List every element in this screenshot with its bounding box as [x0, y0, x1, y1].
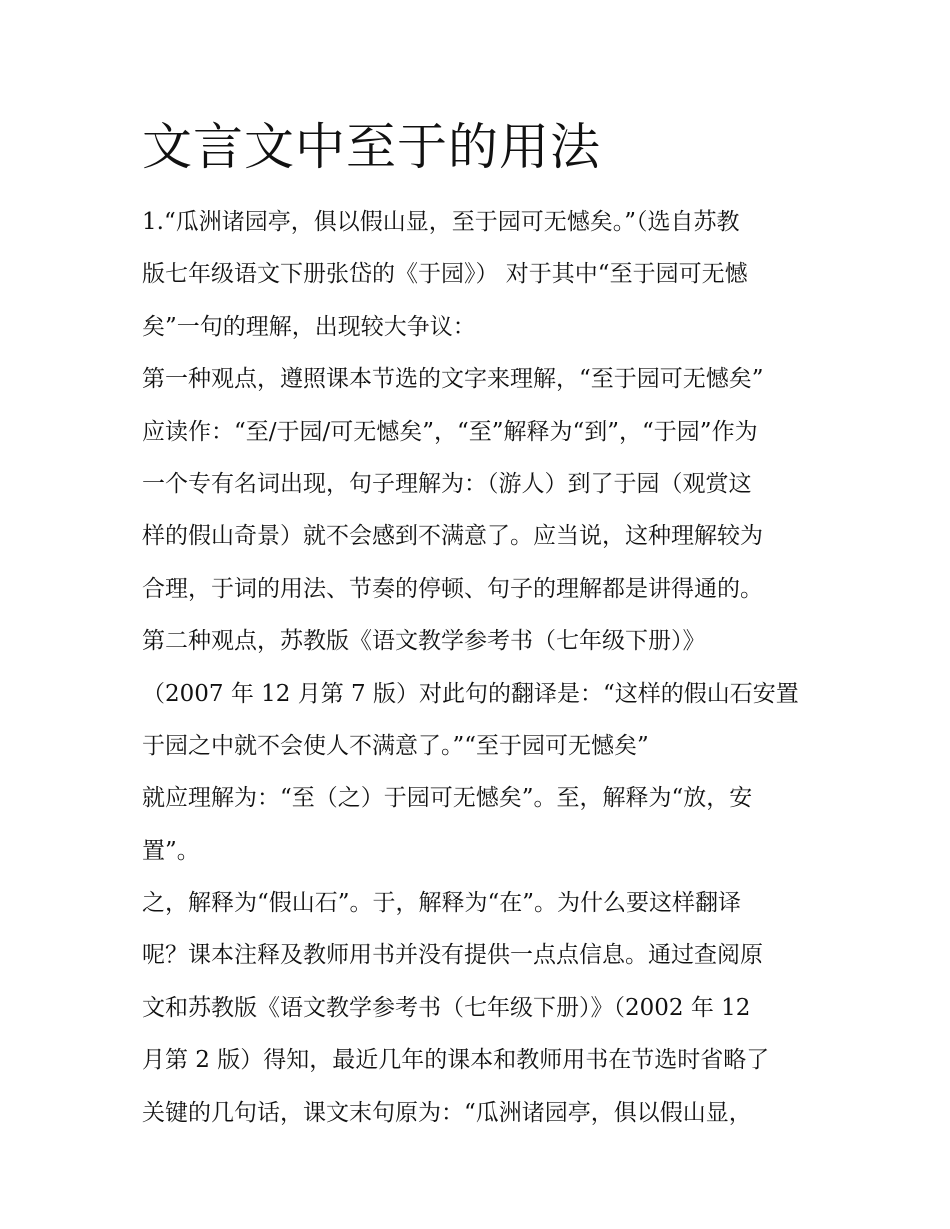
text-line: 版七年级语文下册张岱的《于园》） 对于其中“至于园可无憾 [142, 261, 748, 288]
text-line: 于园之中就不会使人不满意了。”“至于园可无憾矣” [142, 732, 649, 759]
text-line: 之，解释为“假山石”。于，解释为“在”。为什么要这样翻译 [142, 890, 742, 917]
text-line: 呢？课本注释及教师用书并没有提供一点点信息。通过查阅原 [142, 942, 763, 969]
page-title: 文言文中至于的用法 [142, 118, 601, 176]
document-body [142, 196, 822, 1139]
text-line: 合理，于词的用法、节奏的停顿、句子的理解都是讲得通的。 [142, 575, 763, 602]
text-line: 关键的几句话，课文末句原为：“瓜洲诸园亭，俱以假山显， [142, 1099, 752, 1126]
text-line: 样的假山奇景）就不会感到不满意了。应当说，这种理解较为 [142, 523, 763, 550]
text-line: 第二种观点，苏教版《语文教学参考书（七年级下册）》 [142, 628, 706, 655]
text-line: 一个专有名词出现，句子理解为：（游人）到了于园（观赏这 [142, 470, 752, 497]
text-line: 就应理解为：“至（之）于园可无憾矣”。至，解释为“放，安 [142, 785, 753, 812]
text-line: （2007 年 12 月第 7 版）对此句的翻译是：“这样的假山石安置 [142, 680, 799, 707]
text-line: 置”。 [142, 837, 200, 864]
text-line: 第一种观点，遵照课本节选的文字来理解，“至于园可无憾矣” [142, 366, 764, 393]
text-line: 1.“瓜洲诸园亭，俱以假山显，至于园可无憾矣。”（选自苏教 [142, 209, 740, 235]
text-line: 月第 2 版）得知，最近几年的课本和教师用书在节选时省略了 [142, 1047, 770, 1074]
text-line: 矣”一句的理解，出现较大争议： [142, 313, 476, 340]
text-line: 应读作：“至/于园/可无憾矣”，“至”解释为“到”，“于园”作为 [142, 418, 758, 445]
text-line: 文和苏教版《语文教学参考书（七年级下册）》（2002 年 12 [142, 994, 751, 1021]
